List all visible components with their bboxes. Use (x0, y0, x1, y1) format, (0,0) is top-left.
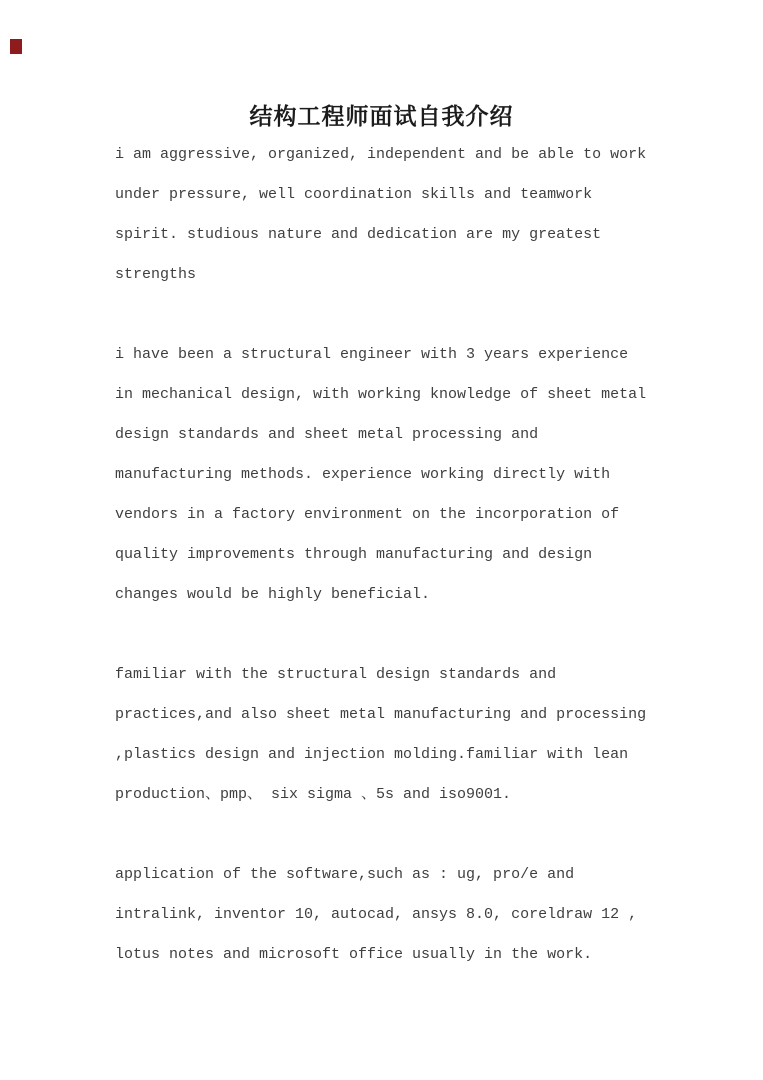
text-line: vendors in a factory environment on the incorporation of (115, 506, 620, 523)
text-line: production、pmp、 six sigma 、5s and iso9001. (115, 786, 512, 803)
text-line: manufacturing methods. experience working directly with (115, 466, 611, 483)
corner-mark (10, 39, 22, 54)
text-line: i am aggressive, organized, independent and be able to work (115, 146, 647, 163)
text-line: quality improvements through manufacturing and design (115, 546, 593, 563)
text-line: lotus notes and microsoft office usually in the work. (115, 946, 593, 963)
paragraph-experience (115, 335, 675, 615)
paragraph-skills (115, 655, 675, 815)
text-line: in mechanical design, with working knowledge of sheet metal (115, 386, 647, 403)
text-line: under pressure, well coordination skills and teamwork (115, 186, 593, 203)
text-line: changes would be highly beneficial. (115, 586, 431, 603)
text-line: application of the software,such as : ug, pro/e and (115, 866, 575, 883)
text-line: i have been a structural engineer with 3 years experience (115, 346, 629, 363)
text-line: spirit. studious nature and dedication are my greatest (115, 226, 602, 243)
paragraph-intro (115, 135, 675, 295)
text-line: intralink, inventor 10, autocad, ansys 8.0, coreldraw 12 , (115, 906, 638, 923)
text-line: familiar with the structural design standards and (115, 666, 557, 683)
document-title: 结构工程师面试自我介绍 (249, 103, 514, 129)
text-line: ,plastics design and injection molding.familiar with lean (115, 746, 629, 763)
text-line: practices,and also sheet metal manufacturing and processing (115, 706, 647, 723)
text-line: design standards and sheet metal processing and (115, 426, 539, 443)
document-body (115, 135, 675, 975)
text-line: strengths (115, 266, 197, 283)
paragraph-software (115, 855, 675, 975)
